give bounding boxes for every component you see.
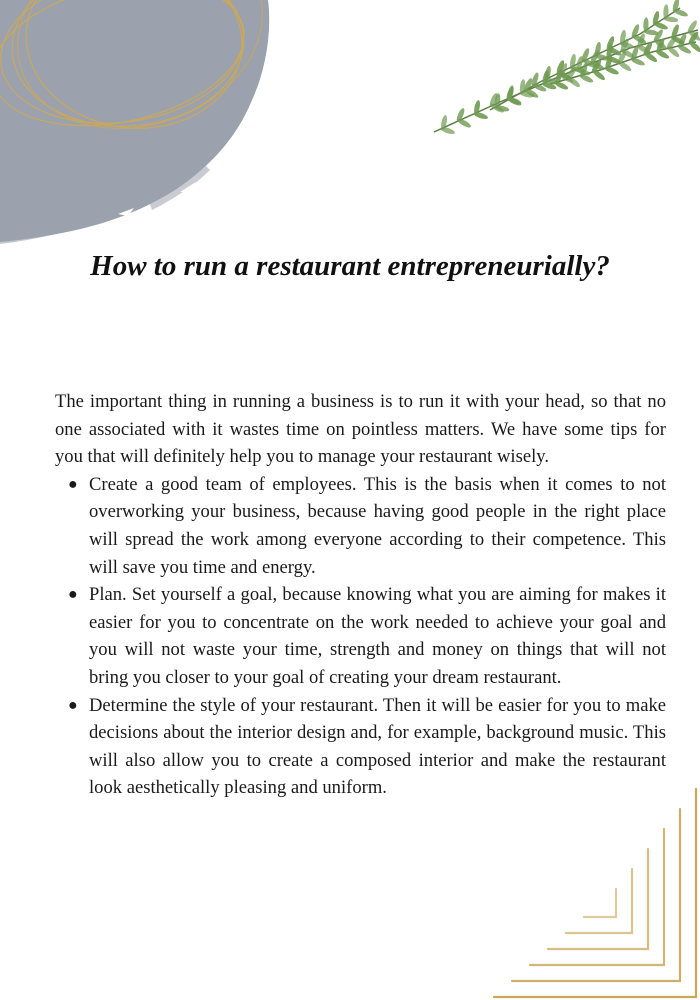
intro-paragraph: The important thing in running a business is to run it with your head, so that no one associated with it wastes time on pointless matters. We have some tips for you that will definitely help you to manage your restaurant wisely. xyxy=(55,391,666,468)
brush-circle-decoration xyxy=(0,0,290,250)
gray-brush-stroke xyxy=(0,0,269,244)
gold-corner-line xyxy=(584,889,616,917)
gold-corner-line xyxy=(566,869,632,933)
tip-text: Create a good team of employees. This is the basis when it comes to not overworking your business, because having good people in the right place will spread the work among everyone according to their competence. This will save you time and energy. xyxy=(89,473,666,578)
bullet-icon: ● xyxy=(68,696,78,714)
bullet-icon: ● xyxy=(68,586,78,604)
tips-list xyxy=(55,471,666,802)
gold-corner-line xyxy=(530,829,664,965)
leaf-branch-decoration xyxy=(430,0,700,145)
tip-item xyxy=(68,471,666,581)
bullet-icon: ● xyxy=(68,475,78,493)
tip-text: Plan. Set yourself a goal, because knowing what you are aiming for makes it easier for you to concentrate on the work needed to achieve your goal and you will not waste your time, strength and money on things that will not bring you closer to your goal of creating your dream restaurant. xyxy=(89,584,666,688)
gold-corner-lines xyxy=(494,789,696,997)
gold-corner-line xyxy=(512,809,680,981)
tip-item xyxy=(68,692,666,802)
tip-text: Determine the style of your restaurant. Then it will be easier for you to make decisions about the interior design and, for example, background music. This will also allow you to create a composed interior and make the restaurant look aesthetically pleasing and uniform. xyxy=(89,694,666,799)
document-title: How to run a restaurant entrepreneurially? xyxy=(90,250,610,282)
document-body xyxy=(55,388,666,802)
tip-item xyxy=(68,581,666,691)
gold-corner-lines-decoration xyxy=(490,785,700,1000)
